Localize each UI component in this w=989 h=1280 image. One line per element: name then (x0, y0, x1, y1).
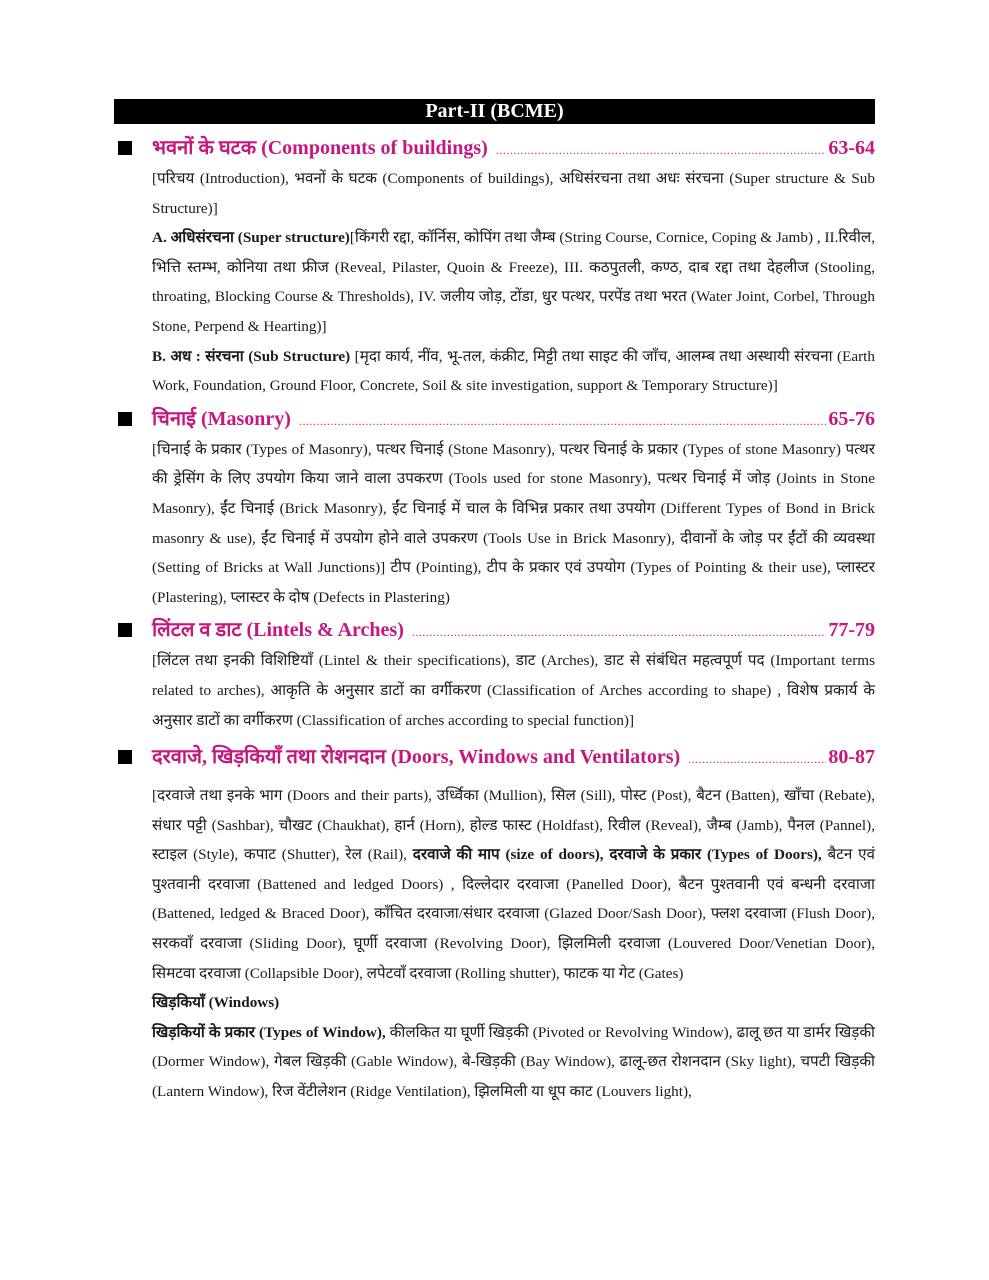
section-title: चिनाई (Masonry) (152, 407, 291, 430)
section-heading-doors (114, 739, 875, 773)
section-heading-masonry (114, 401, 875, 435)
subsection-text: [मृदा कार्य, नींव, भू-तल, कंक्रीट, मिट्टी तथा साइट की जाँच, आलम्ब तथा अस्थायी संरचना (Earth Work, Foundation, Ground Floor, Concrete, Soil & site investigation, support & Temporary Structure)] (152, 347, 875, 395)
windows-description (152, 1018, 875, 1107)
contents-page (114, 99, 875, 1107)
section-description: [परिचय (Introduction), भवनों के घटक (Components of buildings), अधिसंरचना तथा अधः संरचना (Super structure & Sub Structure)] (152, 170, 875, 217)
page-range: 65-76 (828, 407, 875, 430)
windows-text: कीलकित या घूर्णी खिड़की (Pivoted or Revolving Window), ढालू छत या डार्मर खिड़की (Dormer Window), गेबल खिड़की (Gable Window), बे-खिड़की (Bay Window), ढालू-छत रोशनदान (Sky light), चपटी खिड़की (Lantern Window), रिज वेंटीलेशन (Ridge Ventilation), झिलमिली या धूप काट (Louvers light), (152, 1023, 875, 1101)
square-bullet-icon (118, 623, 132, 637)
section-description: [लिंटल तथा इनकी विशिष्टियाँ (Lintel & their specifications), डाट (Arches), डाट से संबंधित महत्वपूर्ण पद (Important terms related to arches), आकृति के अनुसार डाटों का वर्गीकरण (Classification of Arches according to shape) , विशेष प्रकार्य के अनुसार डाटों का वर्गीकरण (Classification of arches according to special function)] (152, 652, 875, 729)
section-heading-lintels (114, 612, 875, 646)
subsection-super-structure (152, 223, 875, 341)
section-description (152, 781, 875, 988)
page-range: 80-87 (828, 746, 875, 769)
square-bullet-icon (118, 141, 132, 155)
doors-bold-text: दरवाजे की माप (size of doors), दरवाजे के प्रकार (Types of Doors), (412, 846, 822, 864)
section-title: दरवाजे, खिड़कियाँ तथा रोशनदान (Doors, Windows and Ventilators) (152, 746, 681, 769)
page-range: 63-64 (828, 137, 875, 159)
section-title: भवनों के घटक (Components of buildings) (152, 137, 488, 159)
windows-bold-text: खिड़कियों के प्रकार (Types of Window), (152, 1023, 386, 1041)
section-heading-components (114, 130, 875, 164)
square-bullet-icon (118, 750, 132, 764)
dot-leader (688, 752, 826, 767)
part-banner: Part-II (BCME) (114, 99, 875, 124)
subsection-text: [किंगरी रद्दा, कॉर्निस, कोपिंग तथा जैम्ब (String Course, Cornice, Coping & Jamb) , II.रिवील, भित्ति स्तम्भ, कोनिया तथा फ्रीज (Reveal, Pilaster, Quoin & Freeze), III. कठपुतली, कण्ठ, दाब रद्दा तथा देहलीज (Stooling, throating, Blocking Course & Thresholds), IV. जलीय जोड़, टोंडा, धुर पत्थर, परपेंड तथा भरत (Water Joint, Corbel, Through Stone, Perpend & Hearting)] (152, 229, 875, 335)
section-description: [चिनाई के प्रकार (Types of Masonry), पत्थर चिनाई (Stone Masonry), पत्थर चिनाई के प्रकार (Types of stone Masonry) पत्थर की ड्रेसिंग के लिए उपयोग किया जाने वाला उपकरण (Tools used for stone Masonry), पत्थर चिनाई में जोड़ (Joints in Stone Masonry), ईंट चिनाई (Brick Masonry), ईंट चिनाई में चाल के विभिन्न प्रकार तथा उपयोग (Different Types of Bond in Brick masonry & use), ईंट चिनाई में उपयोग होने वाले उपकरण (Tools Use in Brick Masonry), दीवानों के जोड़ पर ईंटों की व्यवस्था (Setting of Bricks at Wall Junctions)] टीप (Pointing), टीप के प्रकार एवं उपयोग (Types of Pointing & their use), प्लास्टर (Plastering), प्लास्टर के दोष (Defects in Plastering) (152, 440, 875, 606)
dot-leader (496, 143, 827, 158)
page-range: 77-79 (828, 619, 875, 642)
doors-types-text: बैटन एवं पुश्तवानी दरवाजा (Battened and ledged Doors) , दिल्लेदार दरवाजा (Panelled Door), बैटन पुश्तवानी एवं बन्धनी दरवाजा (Battened, ledged & Braced Door), काँचित दरवाजा/संधार दरवाजा (Glazed Door/Sash Door), फ्लश दरवाजा (Flush Door), सरकवाँ दरवाजा (Sliding Door), घूर्णी दरवाजा (Revolving Door), झिलमिली दरवाजा (Louvered Door/Venetian Door), सिमटवा दरवाजा (Collapsible Door), लपेटवाँ दरवाजा (Rolling shutter), फाटक या गेट (Gates) (152, 846, 875, 982)
doors-text: [दरवाजे तथा इनके भाग (Doors and their parts), उर्ध्विका (Mullion), सिल (Sill), पोस्ट (Post), बैटन (Batten), खाँचा (Rebate), संधार पट्टी (Sashbar), चौखट (Chaukhat), हार्न (Horn), होल्ड फास्ट (Holdfast), रिवील (Reveal), जैम्ब (Jamb), पैनल (Pannel), स्टाइल (Style), कपाट (Shutter), रेल (Rail), (152, 787, 875, 864)
square-bullet-icon (118, 412, 132, 426)
section-title: लिंटल व डाट (Lintels & Arches) (152, 619, 404, 642)
subsection-sub-structure (152, 342, 875, 401)
dot-leader (299, 414, 826, 429)
dot-leader (412, 625, 826, 640)
subsection-label: B. अध : संरचना (Sub Structure) (152, 347, 351, 365)
windows-heading: खिड़कियाँ (Windows) (152, 994, 280, 1012)
subsection-label: A. अधिसंरचना (Super structure) (152, 229, 350, 247)
